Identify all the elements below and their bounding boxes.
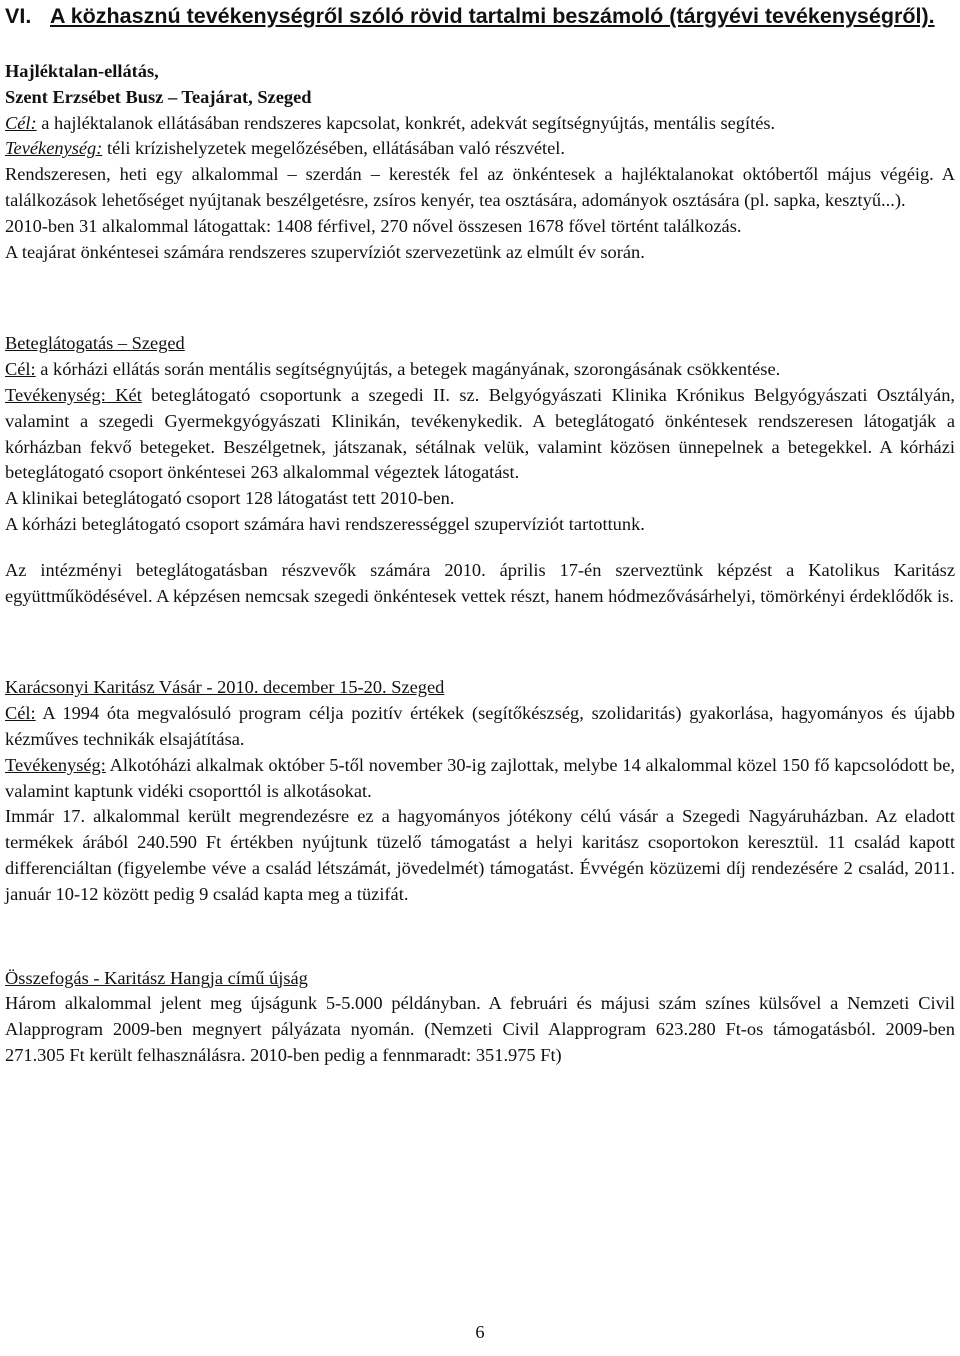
section2-para1: A klinikai beteglátogató csoport 128 látogatást tett 2010-ben. [5, 488, 455, 509]
section1-activity-text: téli krízishelyzetek megelőzésében, ellátásában való részvétel. [102, 138, 565, 159]
section3-goal-label: Cél: [5, 703, 36, 724]
section2-goal-label: Cél: [5, 359, 36, 380]
section1-goal-text: a hajléktalanok ellátásában rendszeres kapcsolat, konkrét, adekvát segítségnyújtás, mentális segítés. [36, 112, 776, 133]
section3-activity-label: Tevékenység: [5, 754, 106, 775]
section4-title: Összefogás - Karitász Hangja című újság [5, 967, 308, 988]
section2-activity-text: beteglátogató csoportunk a szegedi II. sz. Belgyógyászati Klinika Krónikus Belgyógyászati Osztályán, valamint a szegedi Gyermekgyógyászati Klinikán, tevékenykedik. A beteglátogató önkéntesek rendszeresen látogatják a kórházban fekvő betegeket. Beszélgetnek, játszanak, sétálnak velük, valamint közösen ünnepelnek a betegekkel. A kórházi beteglátogató csoport önkéntesei 263 alkalommal végeztek látogatást. [5, 384, 955, 483]
section2-goal [5, 357, 955, 383]
section1-goal [5, 111, 955, 137]
document-page [5, 0, 955, 1069]
section-newspaper [5, 966, 955, 1069]
section1-title-line1: Hajléktalan-ellátás, [5, 61, 159, 81]
section2-goal-text: a kórházi ellátás során mentális segítségnyújtás, a betegek magányának, szorongásának csökkentése. [35, 359, 781, 380]
section1-goal-label: Cél: [5, 112, 37, 133]
page-number: 6 [475, 1322, 485, 1342]
heading-title: A közhasznú tevékenységről szóló rövid tartalmi beszámoló (tárgyévi tevékenységről). [50, 4, 935, 28]
section2-para2: A kórházi beteglátogató csoport számára havi rendszerességgel szupervíziót tartottunk. [5, 513, 645, 534]
section1-activity-label: Tevékenység: [5, 138, 103, 159]
section1-para3: A teajárat önkéntesei számára rendszeres szupervíziót szervezetünk az elmúlt év során. [5, 241, 645, 262]
section3-title: Karácsonyi Karitász Vásár - 2010. december 15-20. Szeged [5, 677, 445, 698]
section2-para3: Az intézményi beteglátogatásban részvevők számára 2010. április 17-én szerveztünk képzést a Katolikus Karitász együttműködésével. A képzésen nemcsak szegedi önkéntesek vettek részt, hanem hódmezővásárhelyi, tömörkényi érdeklődők is. [5, 559, 955, 606]
section3-activity [5, 753, 955, 805]
section3-para1: Immár 17. alkalommal került megrendezésre ez a hagyományos jótékony célú vásár a Szegedi Nagyáruházban. Az eladott termékek árából 240.590 Ft értékben nyújtunk tüzelő támogatást a helyi karitász csoportokon keresztül. 11 család kapott differenciáltan (figyelembe véve a család létszámát, jövedelmét) támogatást. Évvégén közüzemi díj rendezésére 2 család, 2011. január 10-12 között pedig 9 család kapta meg a tüzifát. [5, 806, 955, 904]
section3-goal [5, 701, 955, 753]
section-christmas-fair [5, 675, 955, 907]
section3-activity-text: Alkotóházi alkalmak október 5-től november 30-ig zajlottak, melybe 14 alkalommal közel 150 fő kapcsolódott be, valamint kaptunk vidéki csoporttól is alkotásokat. [5, 754, 955, 801]
section3-goal-text: A 1994 óta megvalósuló program célja pozitív értékek (segítőkészség, szolidaritás) gyakorlása, hagyományos és újabb kézműves technikák elsajátítása. [5, 703, 955, 749]
section2-activity-label: Tevékenység: [5, 384, 106, 405]
section1-para1: Rendszeresen, heti egy alkalommal – szerdán – keresték fel az önkéntesek a hajléktalanokat októbertől május végéig. A találkozások lehetőséget nyújtanak beszélgetésre, zsíros kenyér, tea osztására, adományok osztására (pl. sapka, kesztyű...). [5, 164, 955, 210]
section1-title-line2: Szent Erzsébet Busz – Teajárat, Szeged [5, 86, 312, 107]
section-patient-visiting [5, 331, 955, 609]
heading-number: VI. [5, 4, 32, 28]
section2-activity-underlined: Két [105, 384, 142, 405]
section1-activity [5, 136, 955, 162]
section1-para2: 2010-ben 31 alkalommal látogattak: 1408 férfivel, 270 nővel összesen 1678 fővel történt találkozás. [5, 215, 742, 236]
section2-title: Beteglátogatás – Szeged [5, 333, 185, 354]
section-heading [5, 2, 955, 31]
section4-para1: Három alkalommal jelent meg újságunk 5-5.000 példányban. A februári és májusi szám színes külsővel a Nemzeti Civil Alapprogram 2009-ben megnyert pályázata nyomán. (Nemzeti Civil Alapprogram 623.280 Ft-os támogatásból. 2009-ben 271.305 Ft került felhasználásra. 2010-ben pedig a fennmaradt: 351.975 Ft) [5, 993, 955, 1065]
section2-activity [5, 383, 955, 486]
section-homeless-care [5, 59, 955, 265]
